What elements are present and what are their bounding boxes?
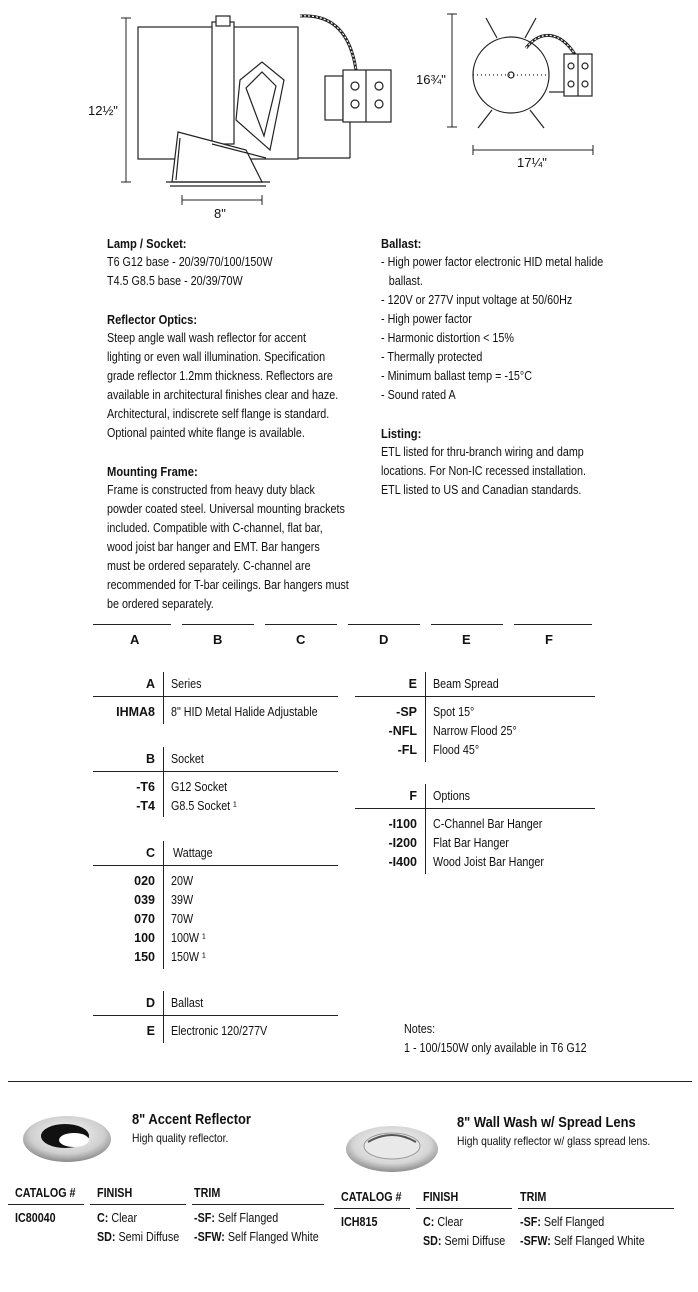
table-desc: Narrow Flood 25° [433, 724, 517, 738]
ballast-item: - High power factor electronic HID metal halide [381, 255, 604, 269]
table-letter: D [145, 996, 155, 1010]
table-desc: 150W ¹ [171, 950, 206, 964]
order-column-d: D [379, 632, 389, 647]
order-column-e: E [462, 632, 471, 647]
listing-heading: Listing: [381, 426, 422, 441]
reflector-line: Architectural, indiscrete self flange is standard. [107, 407, 330, 421]
reflector-line: lighting or even wall illumination. Specification [107, 350, 326, 364]
height-dimension-right: 16¾" [416, 72, 446, 87]
table-letter: A [145, 677, 155, 691]
mounting-line: recommended for T-bar ceilings. Bar hangers must [107, 578, 349, 592]
table-code: 100 [134, 931, 155, 945]
table-code: -T6 [136, 780, 155, 794]
finish-code: C: [423, 1215, 435, 1229]
product-title: 8" Wall Wash w/ Spread Lens [457, 1114, 636, 1131]
order-column-c: C [296, 632, 306, 647]
reflector-line: Steep angle wall wash reflector for accent [107, 331, 306, 345]
finish-text: Clear [437, 1215, 464, 1229]
table-desc: C-Channel Bar Hanger [433, 817, 543, 831]
table-code: IHMA8 [116, 705, 155, 719]
order-column-a: A [130, 632, 140, 647]
table-code: -T4 [136, 799, 155, 813]
lamp-line: T6 G12 base - 20/39/70/100/150W [107, 255, 273, 269]
trim-text: Self Flanged White [553, 1234, 645, 1248]
trim-text: Self Flanged White [227, 1230, 319, 1244]
trim-text: Self Flanged [217, 1211, 279, 1225]
table-title: Series [171, 677, 202, 691]
reflector-line: Optional painted white flange is available. [107, 426, 305, 440]
table-desc: Flat Bar Hanger [433, 836, 509, 850]
table-desc: 100W ¹ [171, 931, 206, 945]
table-code: 020 [134, 874, 155, 888]
reflector-heading: Reflector Optics: [107, 312, 198, 327]
product-subtitle: High quality reflector w/ glass spread lens. [457, 1134, 651, 1148]
table-desc: G12 Socket [171, 780, 228, 794]
listing-line: ETL listed to US and Canadian standards. [381, 483, 582, 497]
table-code: 070 [134, 912, 155, 926]
finish-code: SD: [423, 1234, 442, 1248]
catalog-number: ICH815 [341, 1215, 378, 1229]
trim-code: -SF: [194, 1211, 215, 1225]
table-code: -FL [397, 743, 417, 757]
table-code: -I400 [388, 855, 417, 869]
trim-code: -SF: [520, 1215, 541, 1229]
accent-reflector-image [22, 1114, 112, 1164]
table-desc: Flood 45° [433, 743, 480, 757]
catalog-number: IC80040 [15, 1211, 56, 1225]
product-title: 8" Accent Reflector [132, 1111, 251, 1128]
finish-text: Semi Diffuse [118, 1230, 180, 1244]
table-title: Beam Spread [433, 677, 499, 691]
table-desc: Spot 15° [433, 705, 475, 719]
ballast-item: ballast. [388, 274, 423, 288]
table-desc: G8.5 Socket ¹ [171, 799, 237, 813]
ballast-item: - Minimum ballast temp = -15°C [381, 369, 532, 383]
table-title: Wattage [173, 846, 213, 860]
table-title: Ballast [171, 996, 204, 1010]
catalog-header: CATALOG # [341, 1190, 402, 1204]
table-code: 039 [134, 893, 155, 907]
table-code: -I100 [388, 817, 417, 831]
table-desc: 70W [171, 912, 194, 926]
side-view-drawing [138, 16, 391, 186]
trim-header: TRIM [520, 1190, 547, 1204]
product-subtitle: High quality reflector. [132, 1131, 229, 1145]
trim-code: -SFW: [194, 1230, 225, 1244]
finish-header: FINISH [423, 1190, 459, 1204]
reflector-line: grade reflector 1.2mm thickness. Reflectors are [107, 369, 333, 383]
table-letter: F [409, 789, 417, 803]
table-title: Options [433, 789, 471, 803]
table-desc: Electronic 120/277V [171, 1024, 268, 1038]
ballast-item: - High power factor [381, 312, 472, 326]
notes-title: Notes: [404, 1022, 436, 1036]
listing-line: locations. For Non-IC recessed installation. [381, 464, 586, 478]
table-title: Socket [171, 752, 204, 766]
table-code: -I200 [388, 836, 417, 850]
table-code: E [146, 1024, 155, 1038]
mounting-line: be ordered separately. [107, 597, 214, 611]
notes [404, 1020, 587, 1058]
trim-code: -SFW: [520, 1234, 551, 1248]
table-code: 150 [134, 950, 155, 964]
mounting-line: included. Compatible with C-channel, flat bar, [107, 521, 323, 535]
listing-line: ETL listed for thru-branch wiring and damp [381, 445, 584, 459]
finish-code: SD: [97, 1230, 116, 1244]
catalog-header: CATALOG # [15, 1186, 76, 1200]
table-code: -NFL [388, 724, 417, 738]
table-letter: B [145, 752, 155, 766]
finish-text: Semi Diffuse [444, 1234, 506, 1248]
table-desc: 39W [171, 893, 194, 907]
finish-text: Clear [111, 1211, 138, 1225]
table-desc: Wood Joist Bar Hanger [433, 855, 544, 869]
wall-wash-lens-image [344, 1124, 440, 1174]
mounting-line: wood joist bar hanger and EMT. Bar hangers [107, 540, 320, 554]
spec-column-left [107, 234, 349, 614]
finish-code: C: [97, 1211, 109, 1225]
mounting-heading: Mounting Frame: [107, 464, 198, 479]
mounting-line: powder coated steel. Universal mounting brackets [107, 502, 345, 516]
top-view-drawing [473, 18, 592, 128]
ballast-item: - 120V or 277V input voltage at 50/60Hz [381, 293, 573, 307]
notes-line: 1 - 100/150W only available in T6 G12 [404, 1041, 587, 1055]
ballast-item: - Thermally protected [381, 350, 483, 364]
ballast-item: - Harmonic distortion < 15% [381, 331, 514, 345]
width-dimension-left: 8" [214, 206, 226, 221]
ballast-heading: Ballast: [381, 236, 422, 251]
trim-header: TRIM [194, 1186, 221, 1200]
width-dimension-right: 17¼" [517, 155, 547, 170]
ballast-item: - Sound rated A [381, 388, 456, 402]
table-desc: 20W [171, 874, 194, 888]
table-letter: E [408, 677, 417, 691]
lamp-line: T4.5 G8.5 base - 20/39/70W [107, 274, 243, 288]
table-desc: 8" HID Metal Halide Adjustable [171, 705, 318, 719]
trim-text: Self Flanged [543, 1215, 605, 1229]
order-column-b: B [213, 632, 223, 647]
spec-column-right [381, 234, 603, 500]
lamp-heading: Lamp / Socket: [107, 236, 187, 251]
mounting-line: Frame is constructed from heavy duty black [107, 483, 315, 497]
mounting-line: must be ordered separately. C-channel are [107, 559, 311, 573]
finish-header: FINISH [97, 1186, 133, 1200]
height-dimension-left: 12½" [88, 103, 118, 118]
reflector-line: available in architectural finishes clear and haze. [107, 388, 339, 402]
table-letter: C [145, 846, 155, 860]
order-column-f: F [545, 632, 553, 647]
table-code: -SP [396, 705, 417, 719]
section-divider [8, 1081, 692, 1082]
